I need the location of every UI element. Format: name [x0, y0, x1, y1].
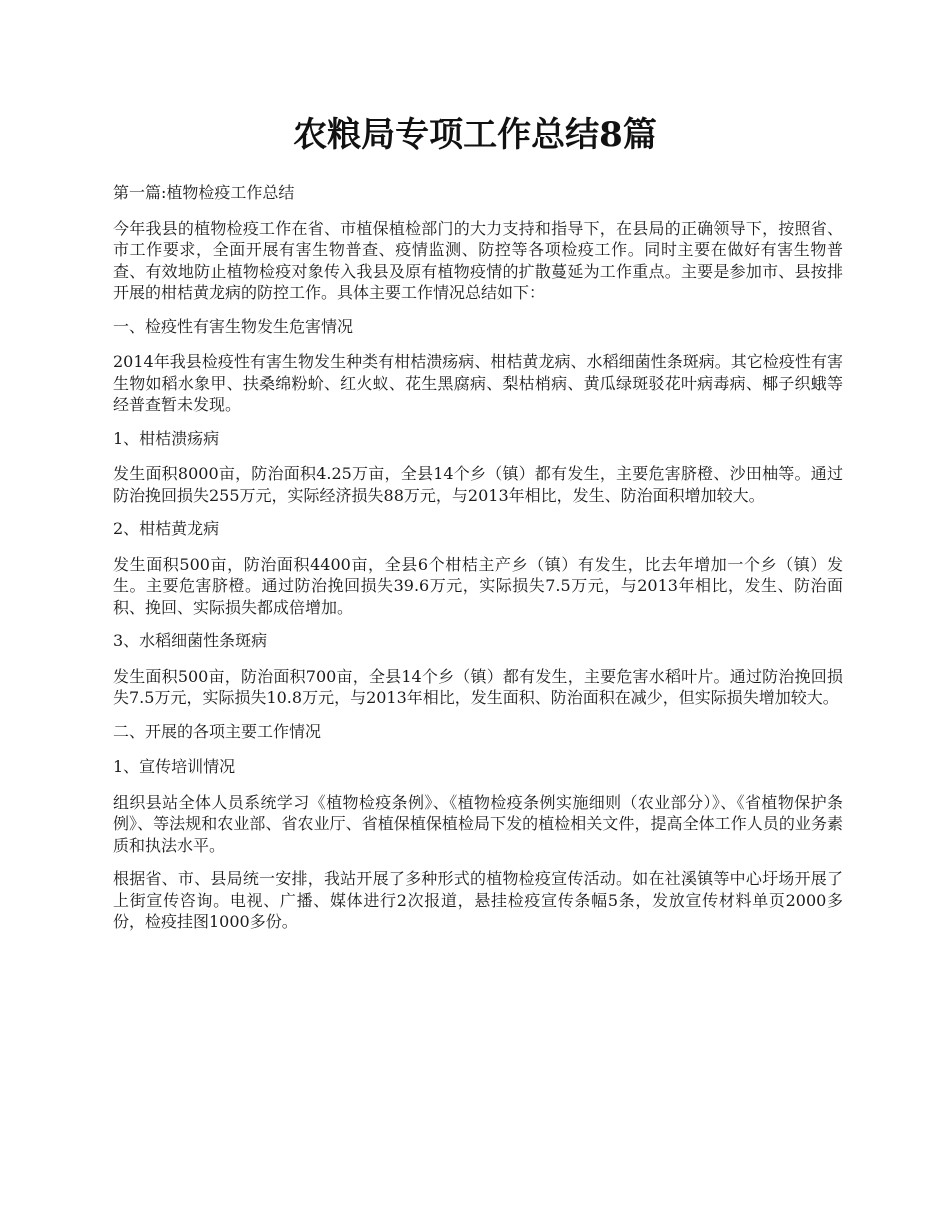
item-3-paragraph: 发生面积500亩，防治面积700亩，全县14个乡（镇）都有发生，主要危害水稻叶片。通过防治挽回损失7.5万元，实际损失10.8万元，与2013年相比，发生面积、防治面积在减少，但实际损失增加较大。 [113, 666, 843, 707]
section-2-heading: 二、开展的各项主要工作情况 [113, 721, 322, 741]
document-title: 农粮局专项工作总结8篇 [293, 115, 657, 155]
item-2-paragraph: 发生面积500亩，防治面积4400亩，全县6个柑桔主产乡（镇）有发生，比去年增加一个乡（镇）发生。主要危害脐橙。通过防治挽回损失39.6万元，实际损失7.5万元，与2013年相比，发生、防治面积、挽回、实际损失都成倍增加。 [113, 554, 843, 617]
section-1-paragraph: 2014年我县检疫性有害生物发生种类有柑桔溃疡病、柑桔黄龙病、水稻细菌性条斑病。其它检疫性有害生物如稻水象甲、扶桑绵粉蚧、红火蚁、花生黑腐病、梨枯梢病、黄瓜绿斑驳花叶病毒病、椰子织蛾等经普查暂未发现。 [113, 352, 843, 414]
item-1-heading: 1、柑桔溃疡病 [113, 428, 220, 448]
item-1-paragraph: 发生面积8000亩，防治面积4.25万亩，全县14个乡（镇）都有发生，主要危害脐橙、沙田柚等。通过防治挽回损失255万元，实际经济损失88万元，与2013年相比，发生、防治面积增加较大。 [113, 464, 843, 505]
item-2-heading: 2、柑桔黄龙病 [113, 519, 220, 538]
sub-1-paragraph-a: 组织县站全体人员系统学习《植物检疫条例》、《植物检疫条例实施细则（农业部分）》、《省植物保护条例》、等法规和农业部、省农业厅、省植保植保植检局下发的植检相关文件，提高全体工作人员的业务素质和执法水平。 [113, 792, 843, 855]
intro-paragraph: 今年我县的植物检疫工作在省、市植保植检部门的大力支持和指导下，在县局的正确领导下，按照省、市工作要求，全面开展有害生物普查、疫情监测、防控等各项检疫工作。同时主要在做好有害生物普查、有效地防止植物检疫对象传入我县及原有植物疫情的扩散蔓延为工作重点。主要是参加市、县按排开展的柑桔黄龙病的防控工作。具体主要工作情况总结如下： [113, 218, 843, 302]
sub-1-paragraph-b: 根据省、市、县局统一安排，我站开展了多种形式的植物检疫宣传活动。如在社溪镇等中心圩场开展了上街宣传咨询。电视、广播、媒体进行2次报道，悬挂检疫宣传条幅5条，发放宣传材料单页2000多份，检疫挂图1000多份。 [113, 869, 843, 931]
part-one-heading: 第一篇:植物检疫工作总结 [113, 183, 295, 202]
sub-1-heading: 1、宣传培训情况 [113, 757, 236, 776]
section-1-heading: 一、检疫性有害生物发生危害情况 [113, 316, 354, 336]
document-body [113, 182, 843, 945]
item-3-heading: 3、水稻细菌性条斑病 [113, 631, 268, 650]
